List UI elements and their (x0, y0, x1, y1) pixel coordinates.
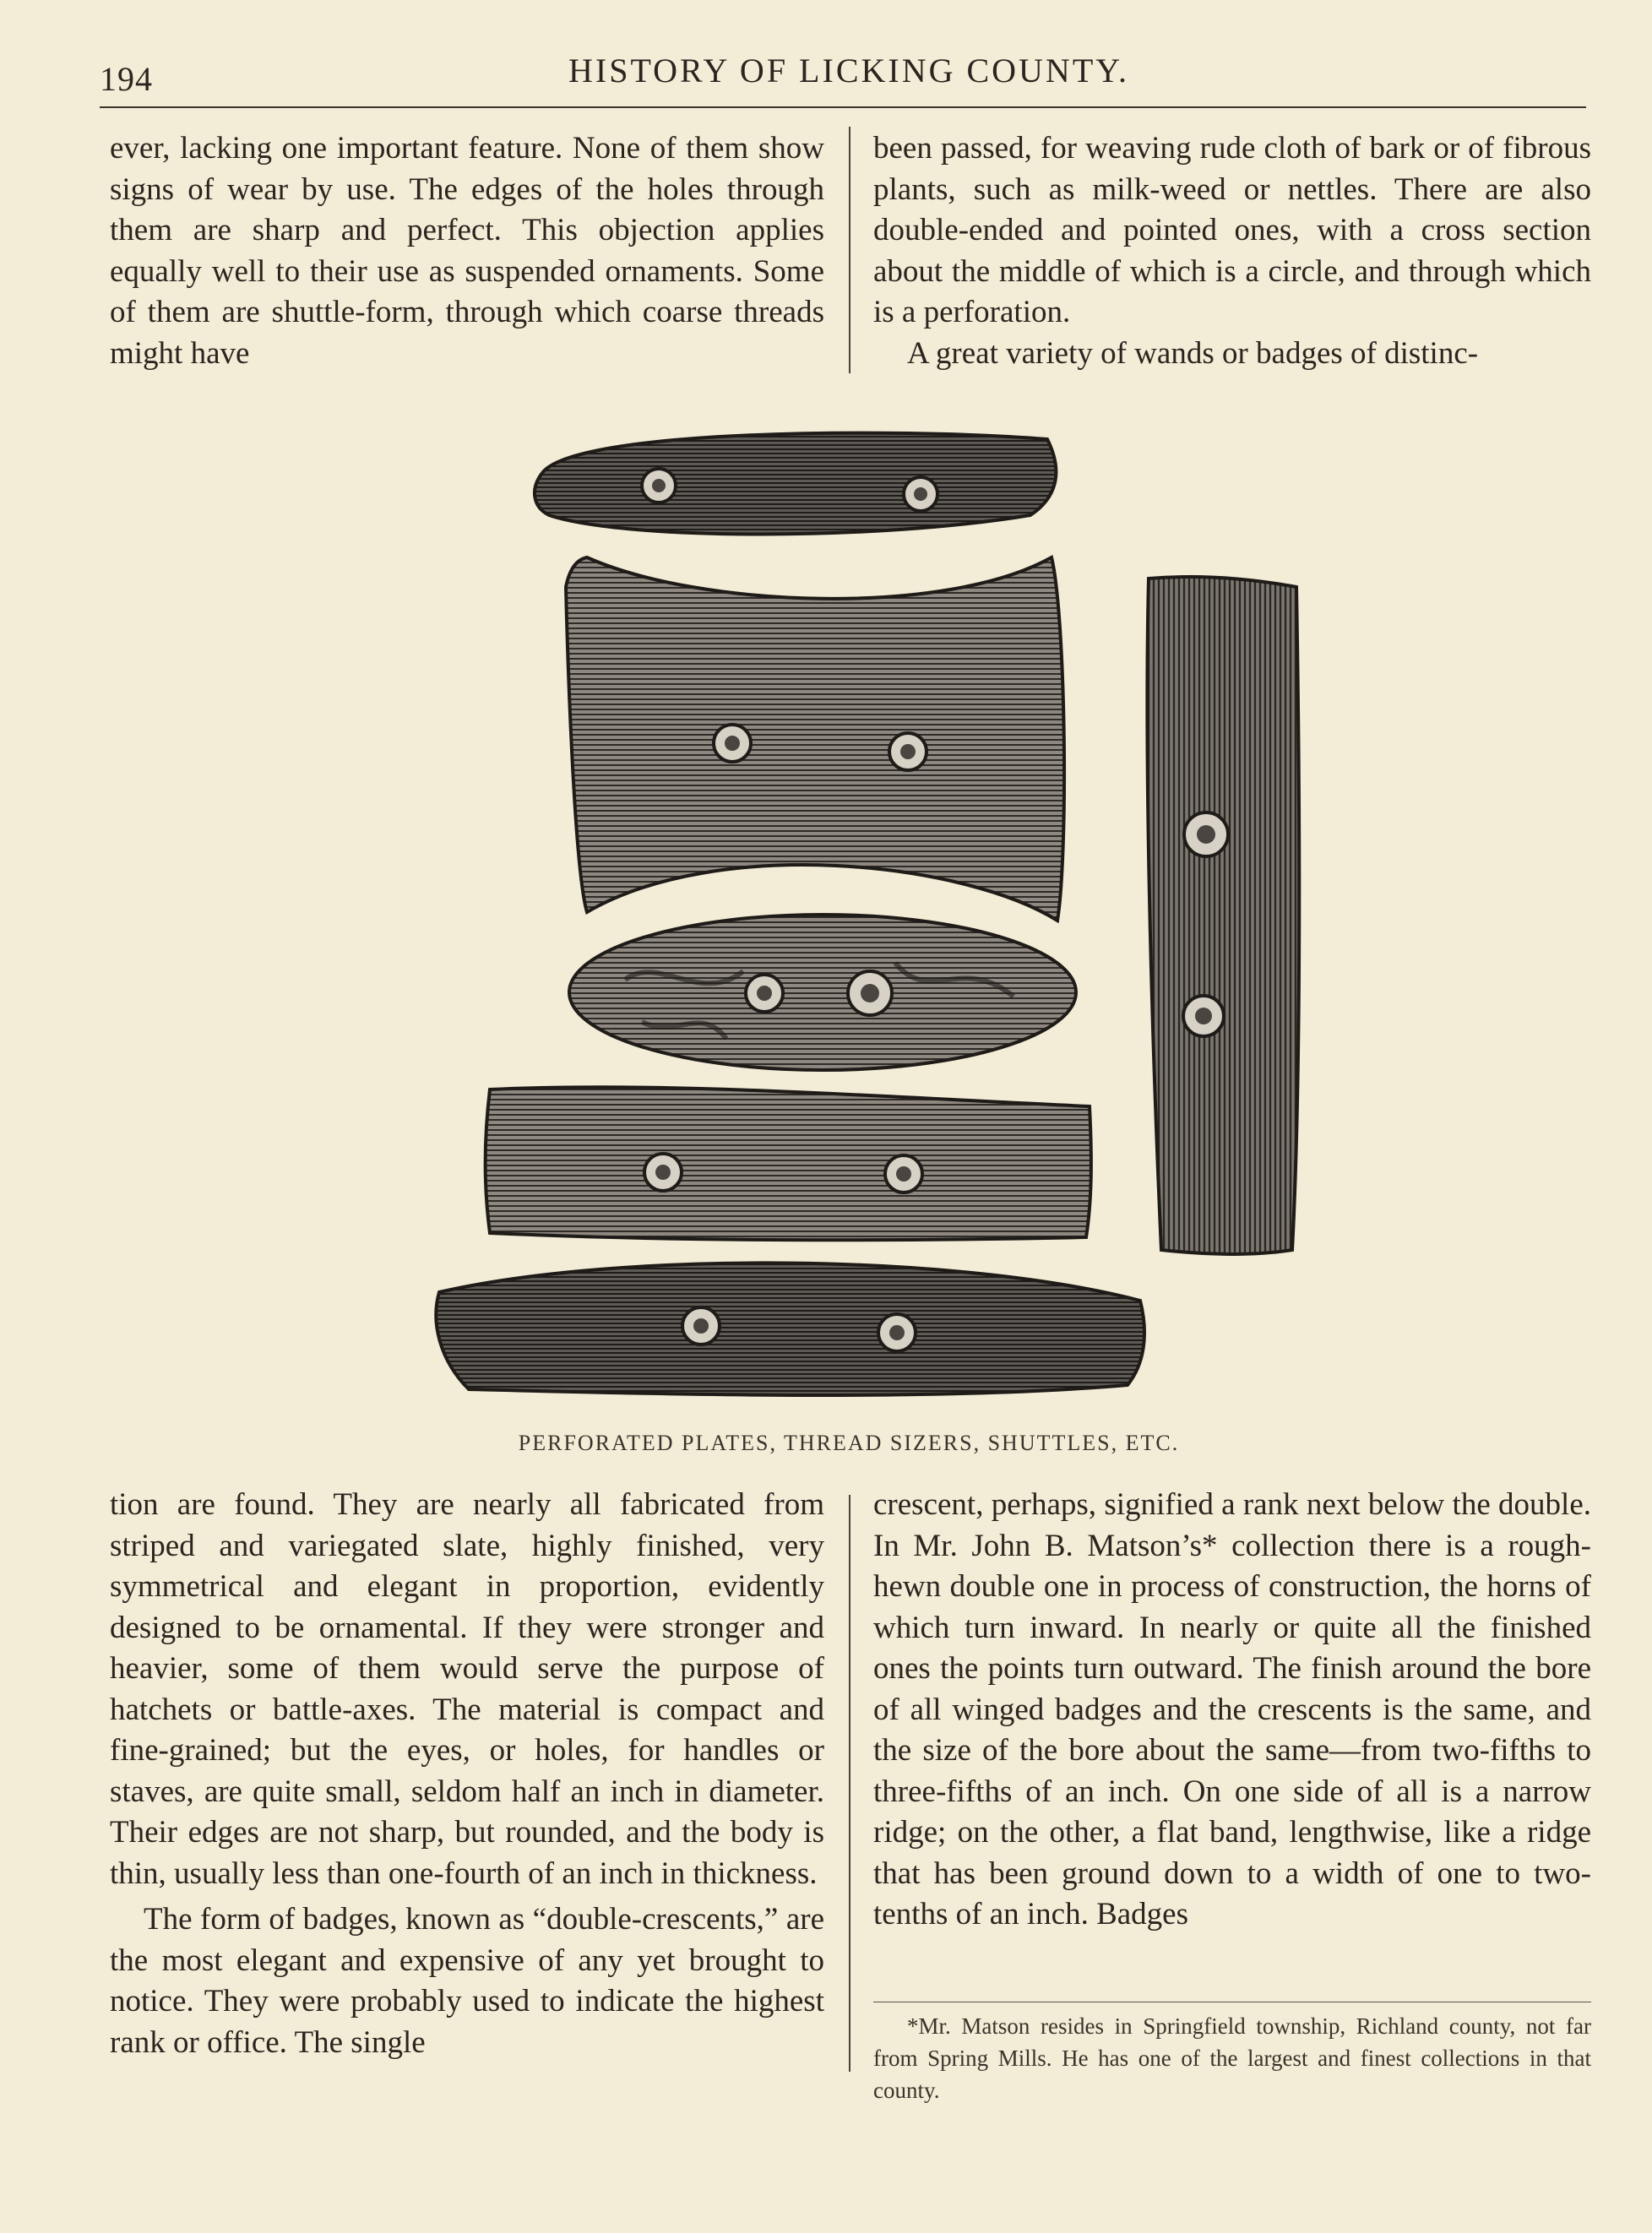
oval-plate (569, 915, 1076, 1070)
running-head: HISTORY OF LICKING COUNTY. (568, 52, 1129, 90)
column-divider (849, 127, 850, 373)
paragraph: crescent, perhaps, signified a rank next below the double. In Mr. John B. Matson’s* collection there is a rough-hewn double one in process of construction, the horns of which turn inward. In nearly or quite all the finished ones the points turn outward. The finish around the bore of all winged badges and the crescents is the same, and the size of the bore about the same—from two-fifths to three-fifths of an inch. On one side of all is a narrow ridge; on the other, a flat band, lengthwise, like a ridge that has been ground down to a width of one to two-tenths of an inch. Badges (873, 1487, 1591, 1931)
paragraph: A great variety of wands or badges of distinc- (907, 335, 1479, 371)
header-rule (100, 106, 1586, 108)
axe-plate (566, 557, 1064, 921)
paragraph: The form of badges, known as “double-crescents,” are the most elegant and expensive of any yet brought to notice. They were probably used to indicate the highest rank or office. The single (110, 1902, 824, 2060)
paragraph: ever, lacking one important feature. None of them show signs of wear by use. The edges of the holes through them are sharp and perfect. This objection applies equally well to their use as suspended ornaments. Some of them are shuttle-form, through which coarse threads might have (110, 131, 824, 371)
paragraph: tion are found. They are nearly all fabricated from striped and variegated slate, highly finished, very symmetrical and elegant in proportion, evidently designed to be ornamental. If they were stronger and heavier, some of them would serve the purpose of hatchets or battle-axes. The material is compact and fine-grained; but the eyes, or holes, for handles or staves, are quite small, seldom half an inch in diameter. Their edges are not sharp, but rounded, and the body is thin, usually less than one-fourth of an inch in thickness. (110, 1487, 824, 1891)
bottom-right-column (873, 1485, 1591, 1936)
footnote: *Mr. Matson resides in Springfield township, Richland county, not far from Spring Mills. He has one of the largest and finest collections in that county. (873, 2013, 1591, 2103)
figure-caption: PERFORATED PLATES, THREAD SIZERS, SHUTTLES, ETC. (518, 1431, 1180, 1455)
top-left-column (110, 128, 824, 374)
shuttle-plate-top (535, 433, 1056, 535)
column-divider (849, 1495, 850, 2072)
rectangular-plate (486, 1087, 1091, 1240)
vertical-bar-plate (1147, 577, 1299, 1254)
boat-plate (436, 1263, 1144, 1395)
page-number: 194 (100, 60, 153, 98)
top-right-column (873, 128, 1591, 374)
bottom-left-column (110, 1485, 824, 2063)
artifact-engraving (422, 414, 1326, 1427)
paragraph: been passed, for weaving rude cloth of bark or of fibrous plants, such as milk-weed or nettles. There are also double-ended and pointed ones, with a cross section about the middle of which is a circle, and through which is a perforation. (873, 131, 1591, 329)
